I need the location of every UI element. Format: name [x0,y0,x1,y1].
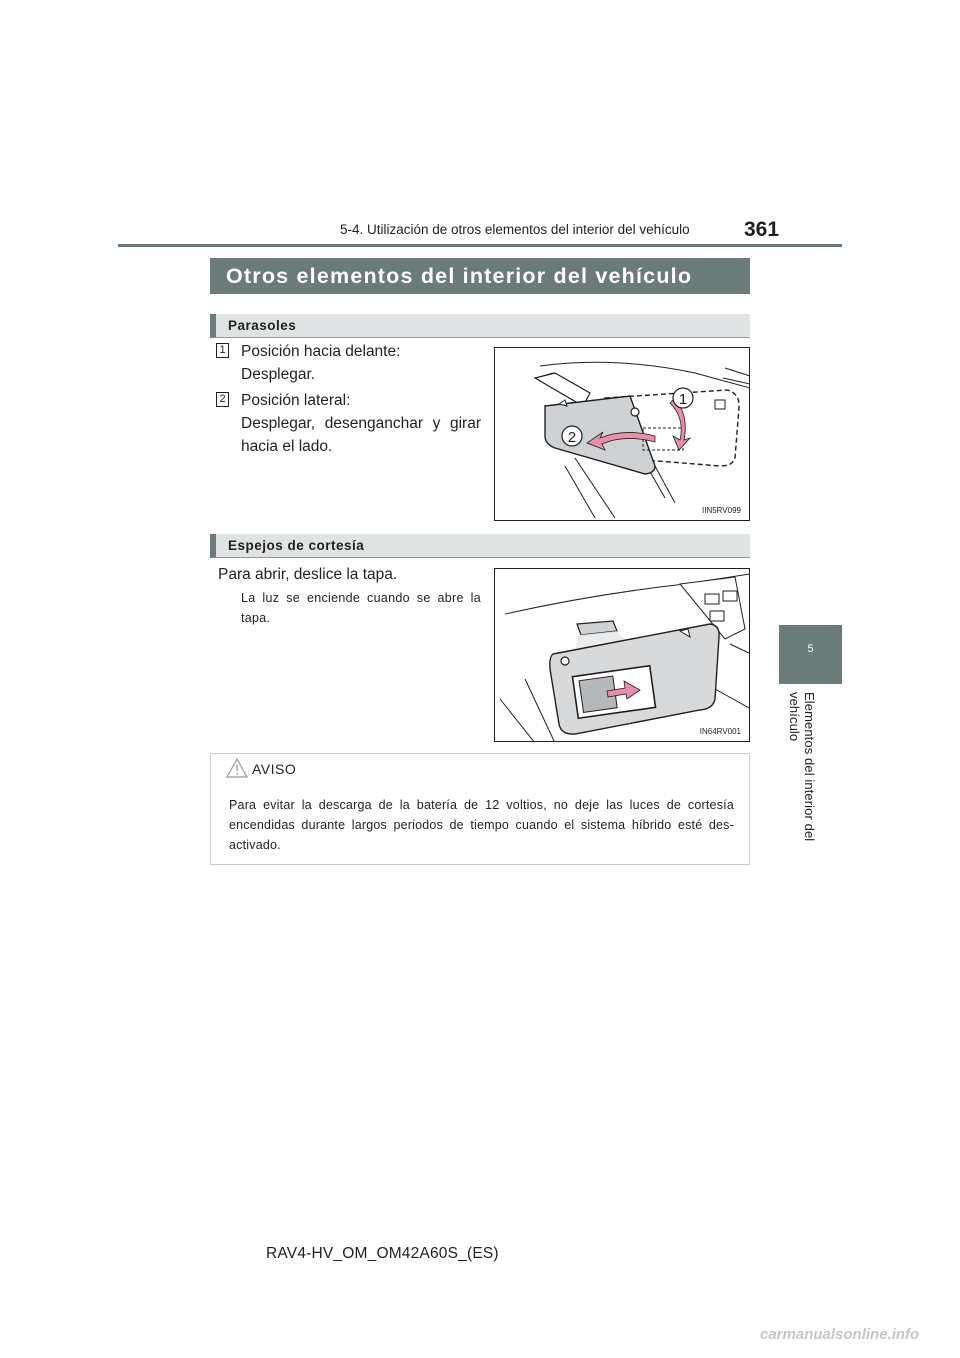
vanity-mirror-illustration [494,568,750,742]
step-number-1: 1 [216,343,229,358]
page-title: Otros elementos del interior del vehículo [210,258,750,294]
chapter-number: 5 [807,643,814,655]
header-divider [118,244,842,247]
figure-code-2: IN64RV001 [699,727,741,736]
watermark: carmanualsonline.info [760,1326,920,1343]
step-number-2: 2 [216,392,229,407]
section-header: 5-4. Utilización de otros elementos del interior del vehículo [340,222,690,237]
step-2-line3: hacia el lado. [241,438,333,455]
chapter-title-vertical: Elementos del interior del vehículo [787,692,817,842]
subheading-espejos: Espejos de cortesía [210,534,750,558]
page-number: 361 [744,218,780,241]
espejos-note-line1: La luz se enciende cuando se abre la [241,591,481,605]
figure-callout-1: 1 [678,391,688,408]
espejos-instruction: Para abrir, deslice la tapa. [218,566,398,583]
notice-title: AVISO [252,761,297,777]
notice-text: Para evitar la descarga de la batería de 12 voltios, no deje las luces de cortesía encendidas durante largos periodos de tiempo cuando el sistema híbrido esté des-activado. [229,798,734,852]
subheading-parasoles: Parasoles [210,314,750,338]
step-1-line1: Posición hacia delante: [241,343,401,360]
step-2-line1: Posición lateral: [241,392,351,409]
espejos-note-line2: tapa. [241,611,271,625]
sun-visor-illustration [494,347,750,521]
chapter-tab [779,625,842,684]
step-1-line2: Desplegar. [241,366,316,383]
sun-visor-drawing [495,348,750,521]
figure-callout-2: 2 [567,429,577,446]
model-code: RAV4-HV_OM_OM42A60S_(ES) [266,1245,499,1262]
step-2-line2: Desplegar, desenganchar y girar [241,415,481,432]
figure-code-1: IIN5RV099 [702,506,741,515]
warning-icon [225,757,249,779]
vanity-mirror-drawing [495,569,750,742]
